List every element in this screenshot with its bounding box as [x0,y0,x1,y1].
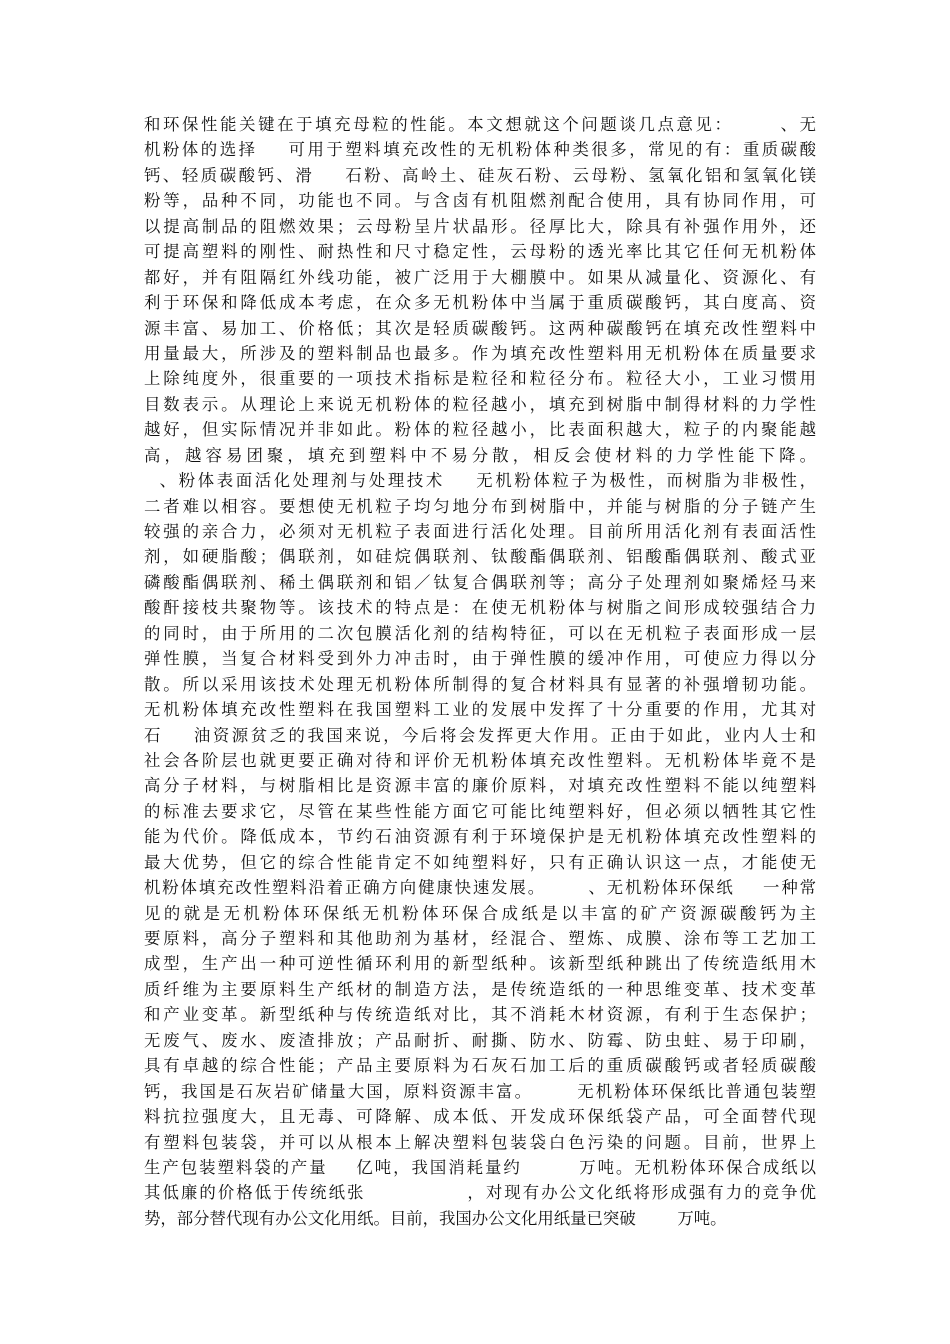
text-line: 的同时，由于所用的二次包膜活化剂的结构特征，可以在无机粒子表面形成一层 [144,623,816,643]
text-line: 以提高制品的阻燃效果；云母粉呈片状晶形。径厚比大，除具有补强作用外，还 [144,216,816,236]
text-line: 利于环保和降低成本考虑，在众多无机粉体中当属于重质碳酸钙，其白度高、资 [144,293,816,313]
text-line: 质纤维为主要原料生产纸材的制造方法，是传统造纸的一种思维变革、技术变革 [144,979,816,999]
text-line: 机粉体的选择 可用于塑料填充改性的无机粉体种类很多，常见的有：重质碳酸 [144,140,816,160]
text-line: 势，部分替代现有办公文化用纸。目前，我国办公文化用纸量已突破 万吨。 [144,1208,727,1228]
text-line: 见的就是无机粉体环保纸无机粉体环保合成纸是以丰富的矿产资源碳酸钙为主 [144,903,816,923]
text-line: 机粉体填充改性塑料沿着正确方向健康快速发展。 、无机粉体环保纸 一种常 [144,878,816,898]
text-line: 钙，我国是石灰岩矿储量大国，原料资源丰富。 无机粉体环保纸比普通包装塑 [144,1081,816,1101]
text-line: 都好，并有阻隔红外线功能，被广泛用于大棚膜中。如果从减量化、资源化、有 [144,267,816,287]
text-line: 二者难以相容。要想使无机粒子均匀地分布到树脂中，并能与树脂的分子链产生 [144,496,816,516]
text-line: 社会各阶层也就更要正确对待和评价无机粉体填充改性塑料。无机粉体毕竟不是 [144,750,816,770]
text-line: 石 油资源贫乏的我国来说，今后将会发挥更大作用。正由于如此，业内人士和 [144,725,816,745]
text-line: 高分子材料，与树脂相比是资源丰富的廉价原料，对填充改性塑料不能以纯塑料 [144,776,816,796]
text-line: 越好，但实际情况并非如此。粉体的粒径越小，比表面积越大，粒子的内聚能越 [144,420,816,440]
text-line: 剂，如硬脂酸；偶联剂，如硅烷偶联剂、钛酸酯偶联剂、铝酸酯偶联剂、酸式亚 [144,547,816,567]
text-line: 有塑料包装袋，并可以从根本上解决塑料包装袋白色污染的问题。目前，世界上 [144,1132,816,1152]
text-line: 散。所以采用该技术处理无机粉体所制得的复合材料具有显著的补强增韧功能。 [144,674,816,694]
text-line: 目数表示。从理论上来说无机粉体的粒径越小，填充到树脂中制得材料的力学性 [144,394,816,414]
text-line: 磷酸酯偶联剂、稀土偶联剂和铝／钛复合偶联剂等；高分子处理剂如聚烯烃马来 [144,572,816,592]
text-line: 和产业变革。新型纸种与传统造纸对比，其不消耗木材资源，有利于生态保护； [144,1005,816,1025]
text-line: 、粉体表面活化处理剂与处理技术 无机粉体粒子为极性，而树脂为非极性， [144,471,816,491]
document-body [144,112,816,1231]
text-line: 具有卓越的综合性能；产品主要原料为石灰石加工后的重质碳酸钙或者轻质碳酸 [144,1056,816,1076]
text-line: 较强的亲合力，必须对无机粒子表面进行活化处理。目前所用活化剂有表面活性 [144,522,816,541]
text-line: 可提高塑料的刚性、耐热性和尺寸稳定性，云母粉的透光率比其它任何无机粉体 [144,242,816,262]
text-line: 钙、轻质碳酸钙、滑 石粉、高岭土、硅灰石粉、云母粉、氢氧化铝和氢氧化镁 [144,165,816,185]
text-line: 生产包装塑料袋的产量 亿吨，我国消耗量约 万吨。无机粉体环保合成纸以 [144,1157,816,1177]
text-line: 弹性膜，当复合材料受到外力冲击时，由于弹性膜的缓冲作用，可使应力得以分 [144,649,816,669]
text-line: 的标准去要求它，尽管在某些性能方面它可能比纯塑料好，但必须以牺牲其它性 [144,801,816,821]
text-line: 料抗拉强度大，且无毒、可降解、成本低、开发成环保纸袋产品，可全面替代现 [144,1107,816,1127]
text-line: 粉等，品种不同，功能也不同。与含卤有机阻燃剂配合使用，具有协同作用，可 [144,191,816,211]
text-line: 用量最大，所涉及的塑料制品也最多。作为填充改性塑料用无机粉体在质量要求 [144,343,816,363]
text-line: 高，越容易团聚，填充到塑料中不易分散，相反会使材料的力学性能下降。 [144,445,816,465]
text-line: 酸酐接枝共聚物等。该技术的特点是：在使无机粉体与树脂之间形成较强结合力 [144,598,816,618]
text-line: 能为代价。降低成本，节约石油资源有利于环境保护是无机粉体填充改性塑料的 [144,827,816,847]
text-line: 无机粉体填充改性塑料在我国塑料工业的发展中发挥了十分重要的作用，尤其对 [144,700,816,720]
text-line: 上除纯度外，很重要的一项技术指标是粒径和粒径分布。粒径大小，工业习惯用 [144,369,816,389]
text-line: 无废气、废水、废渣排放；产品耐折、耐撕、防水、防霉、防虫蛀、易于印刷， [144,1030,816,1050]
text-line: 成型，生产出一种可逆性循环利用的新型纸种。该新型纸种跳出了传统造纸用木 [144,954,816,974]
text-line: 最大优势，但它的综合性能肯定不如纯塑料好，只有正确认识这一点，才能使无 [144,852,816,872]
text-line: 要原料，高分子塑料和其他助剂为基材，经混合、塑炼、成膜、涂布等工艺加工 [144,929,816,948]
text-line: 源丰富、易加工、价格低；其次是轻质碳酸钙。这两种碳酸钙在填充改性塑料中 [144,318,816,338]
text-line: 其低廉的价格低于传统纸张 ，对现有办公文化纸将形成强有力的竞争优 [144,1183,816,1203]
text-line: 和环保性能关键在于填充母粒的性能。本文想就这个问题谈几点意见： 、无 [144,115,816,134]
